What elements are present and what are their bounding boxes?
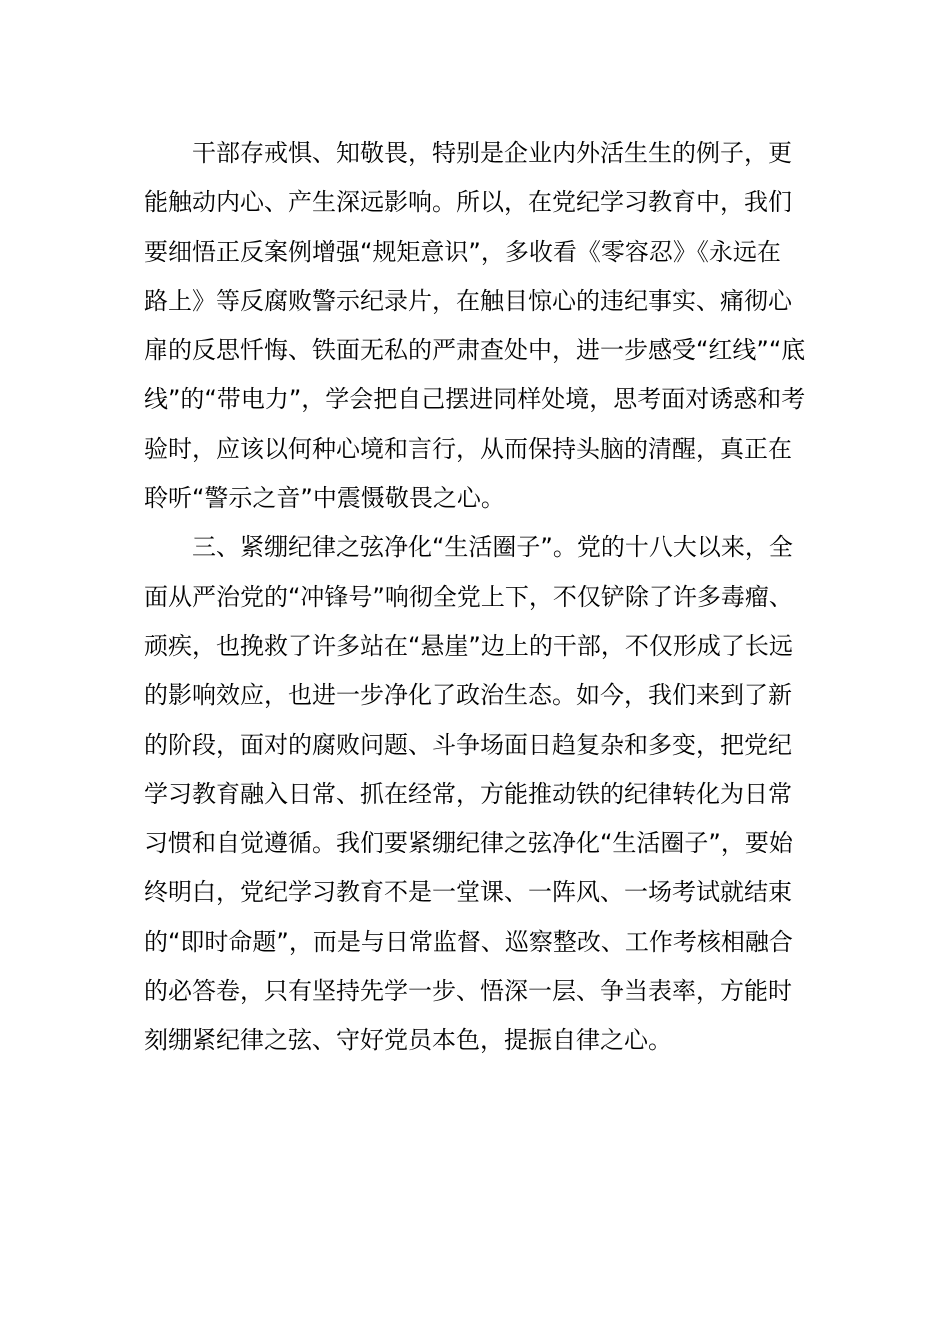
text-line: 的阶段，面对的腐败问题、斗争场面日趋复杂和多变，把党纪 — [144, 730, 792, 759]
text-line: 终明白，党纪学习教育不是一堂课、一阵风、一场考试就结束 — [144, 878, 792, 907]
text-line: 的“即时命题”，而是与日常监督、巡察整改、工作考核相融合 — [144, 927, 793, 956]
text-line: 干部存戒惧、知敬畏，特别是企业内外活生生的例子，更 — [192, 139, 792, 167]
text-line: 聆听“警示之音”中震慑敬畏之心。 — [144, 484, 505, 513]
text-line: 三、紧绷纪律之弦净化“生活圈子”。党的十八大以来，全 — [192, 533, 793, 562]
text-line: 习惯和自觉遵循。我们要紧绷纪律之弦净化“生活圈子”，要始 — [144, 829, 793, 858]
text-line: 面从严治党的“冲锋号”响彻全党上下，不仅铲除了许多毒瘤、 — [144, 582, 793, 611]
text-line: 刻绷紧纪律之弦、守好党员本色，提振自律之心。 — [144, 1026, 672, 1055]
text-line: 要细悟正反案例增强“规矩意识”，多收看《零容忍》《永远在 — [144, 237, 781, 266]
paragraph-2 — [144, 523, 808, 1065]
paragraph-1 — [144, 129, 808, 523]
text-line: 的必答卷，只有坚持先学一步、悟深一层、争当表率，方能时 — [144, 977, 792, 1006]
text-line: 顽疾，也挽救了许多站在“悬崖”边上的干部，不仅形成了长远 — [144, 631, 793, 660]
text-line: 验时，应该以何种心境和言行，从而保持头脑的清醒，真正在 — [144, 434, 792, 463]
text-line: 的影响效应，也进一步净化了政治生态。如今，我们来到了新 — [144, 681, 792, 710]
text-line: 学习教育融入日常、抓在经常，方能推动铁的纪律转化为日常 — [144, 779, 792, 808]
text-line: 扉的反思忏悔、铁面无私的严肃查处中，进一步感受“红线”“底 — [144, 336, 806, 365]
text-line: 线”的“带电力”，学会把自己摆进同样处境，思考面对诱惑和考 — [144, 385, 806, 414]
text-line: 能触动内心、产生深远影响。所以，在党纪学习教育中，我们 — [144, 188, 792, 217]
document-body — [144, 129, 808, 1066]
text-line: 路上》等反腐败警示纪录片，在触目惊心的违纪事实、痛彻心 — [144, 286, 792, 315]
